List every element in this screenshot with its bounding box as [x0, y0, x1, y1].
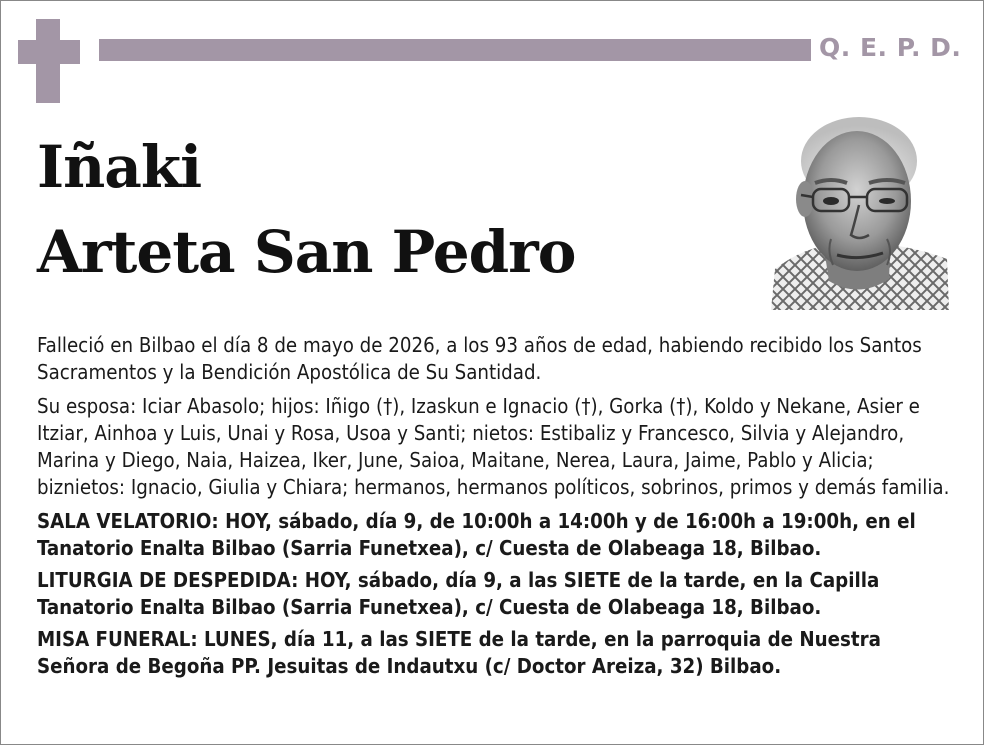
misa-funeral-paragraph: MISA FUNERAL: LUNES, día 11, a las SIETE de la tarde, en la parroquia de Nuestra Señora de Begoña PP. Jesuitas de Indautxu (c/ Doctor Areiza, 32) Bilbao.	[37, 627, 881, 678]
liturgia-paragraph: LITURGIA DE DESPEDIDA: HOY, sábado, día 9, a las SIETE de la tarde, en la Capilla Tanatorio Enalta Bilbao (Sarria Funetxea), c/ Cuesta de Olabeaga 18, Bilbao.	[37, 568, 880, 619]
qepd-label: Q. E. P. D.	[819, 33, 962, 62]
portrait-photo-icon	[771, 109, 949, 310]
deceased-first-name: Iñaki	[37, 133, 202, 201]
cross-icon	[18, 19, 80, 103]
family-paragraph: Su esposa: Iciar Abasolo; hijos: Iñigo (†), Izaskun e Ignacio (†), Gorka (†), Koldo y Nekane, Asier e Itziar, Ainhoa y Luis, Unai y Rosa, Usoa y Santi; nietos: Estibaliz y Francesco, Silvia y Alejandro, Marina y Diego, Naia, Haizea, Iker, June, Saioa, Maitane, Nerea, Laura, Jaime, Pablo y Alicia; biznietos: Ignacio, Giulia y Chiara; hermanos, hermanos políticos, sobrinos, primos y demás familia.	[37, 394, 950, 499]
portrait-photo	[771, 109, 949, 310]
death-paragraph: Falleció en Bilbao el día 8 de mayo de 2026, a los 93 años de edad, habiendo recibido los Santos Sacramentos y la Bendición Apostólica de Su Santidad.	[37, 333, 922, 384]
notice-body	[37, 332, 955, 680]
header-rule	[99, 39, 811, 61]
sala-velatorio-paragraph: SALA VELATORIO: HOY, sábado, día 9, de 10:00h a 14:00h y de 16:00h a 19:00h, en el Tanatorio Enalta Bilbao (Sarria Funetxea), c/ Cuesta de Olabeaga 18, Bilbao.	[37, 509, 916, 560]
deceased-surnames: Arteta San Pedro	[37, 218, 576, 286]
